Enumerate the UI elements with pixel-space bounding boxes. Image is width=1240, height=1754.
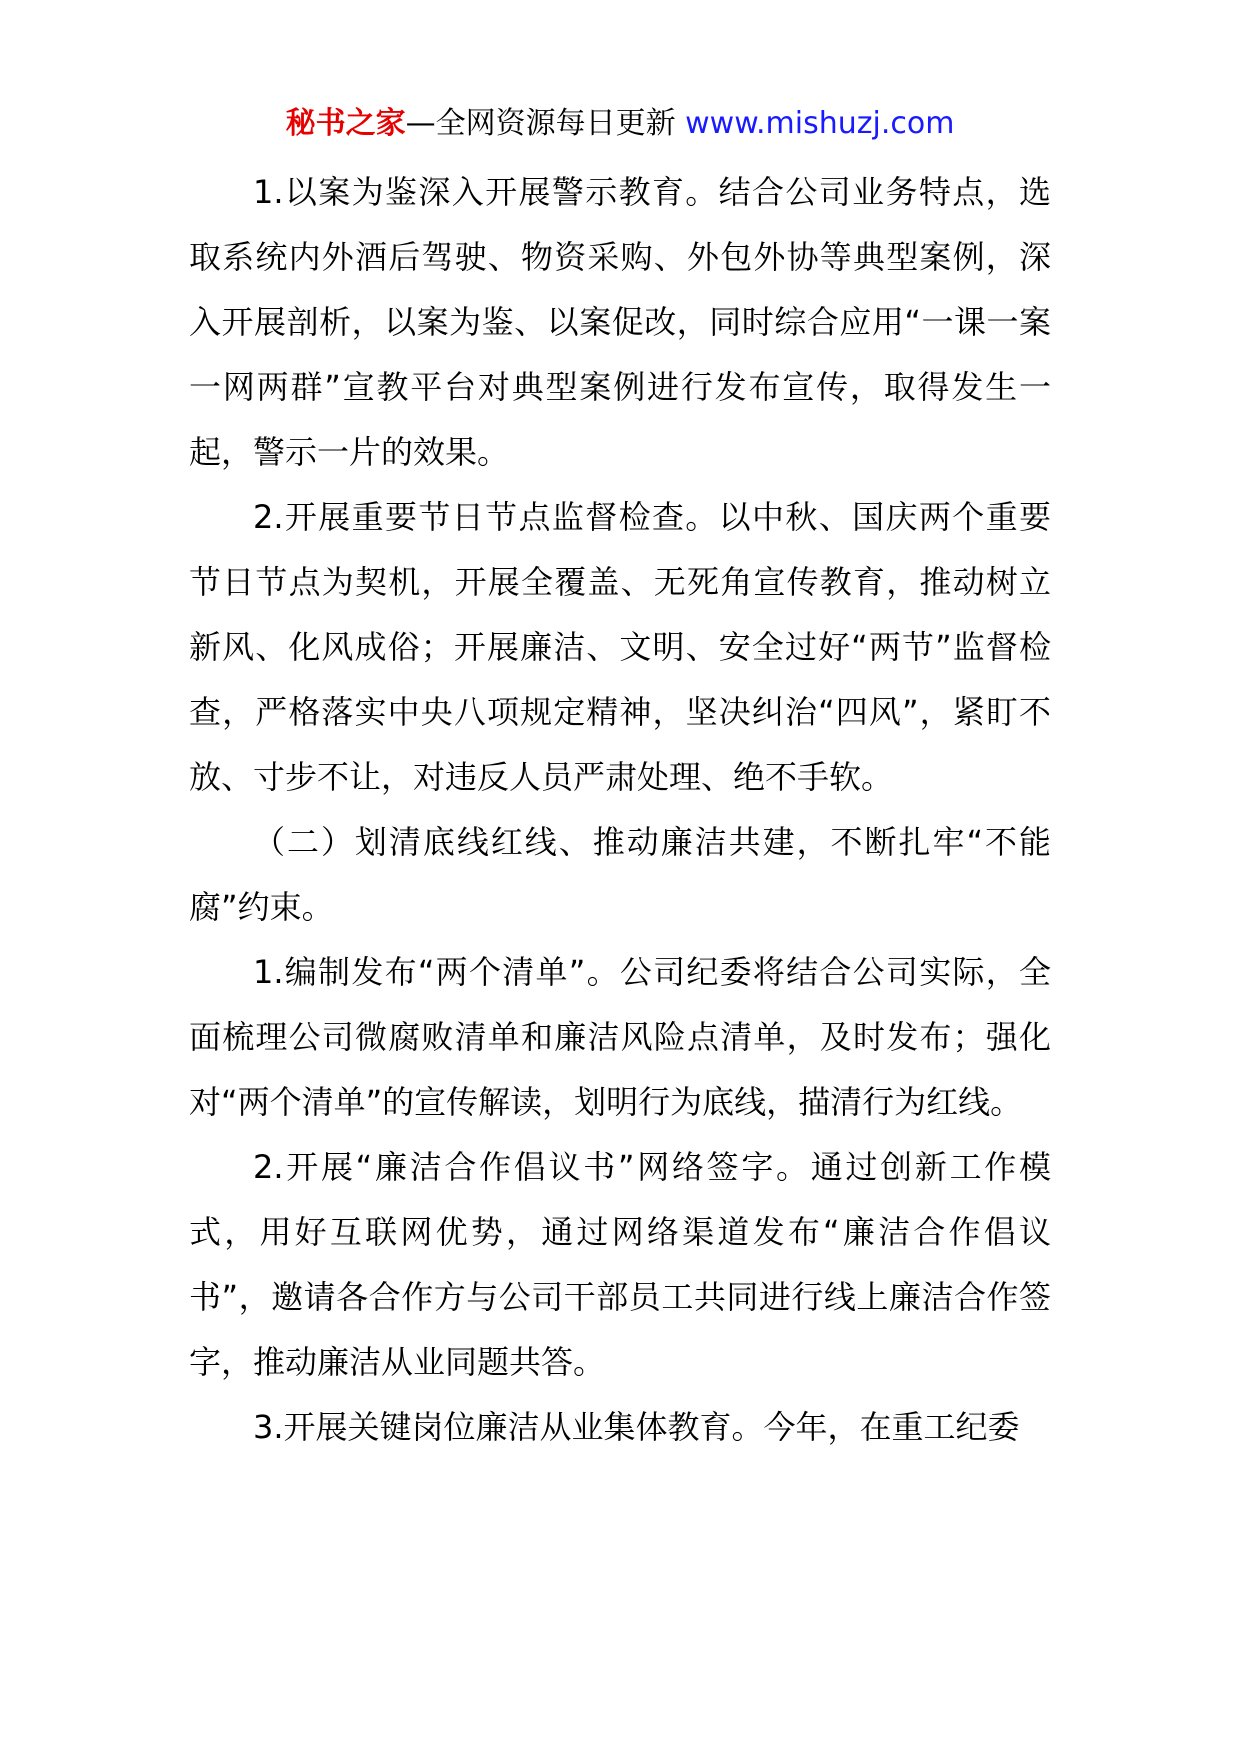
site-header bbox=[0, 100, 1240, 148]
header-tagline: —全网资源每日更新 bbox=[405, 106, 676, 141]
paragraph-two-lists: 1.编制发布“两个清单”。公司纪委将结合公司实际，全面梳理公司微腐败清单和廉洁风险点清单，及时发布；强化对“两个清单”的宣传解读，划明行为底线，描清行为红线。 bbox=[189, 953, 1051, 1121]
section-heading-two: （二）划清底线红线、推动廉洁共建，不断扎牢“不能腐”约束。 bbox=[189, 823, 1051, 926]
site-url-link[interactable]: www.mishuzj.com bbox=[685, 106, 955, 141]
paragraph-holiday-inspection: 2.开展重要节日节点监督检查。以中秋、国庆两个重要节日节点为契机，开展全覆盖、无死角宣传教育，推动树立新风、化风成俗；开展廉洁、文明、安全过好“两节”监督检查，严格落实中央八项规定精神，坚决纠治“四风”，紧盯不放、寸步不让，对违反人员严肃处理、绝不手软。 bbox=[189, 498, 1051, 796]
paragraph-warning-education: 1.以案为鉴深入开展警示教育。结合公司业务特点，选取系统内外酒后驾驶、物资采购、外包外协等典型案例，深入开展剖析，以案为鉴、以案促改，同时综合应用“一课一案一网两群”宣教平台对典型案例进行发布宣传，取得发生一起，警示一片的效果。 bbox=[189, 173, 1051, 471]
paragraph-integrity-proposal: 2.开展“廉洁合作倡议书”网络签字。通过创新工作模式，用好互联网优势，通过网络渠道发布“廉洁合作倡议书”，邀请各合作方与公司干部员工共同进行线上廉洁合作签字，推动廉洁从业同题共答。 bbox=[189, 1148, 1051, 1381]
document-body bbox=[189, 160, 1051, 1460]
brand-name: 秘书之家 bbox=[285, 106, 406, 141]
paragraph-key-post-education: 3.开展关键岗位廉洁从业集体教育。今年，在重工纪委 bbox=[253, 1408, 1020, 1446]
